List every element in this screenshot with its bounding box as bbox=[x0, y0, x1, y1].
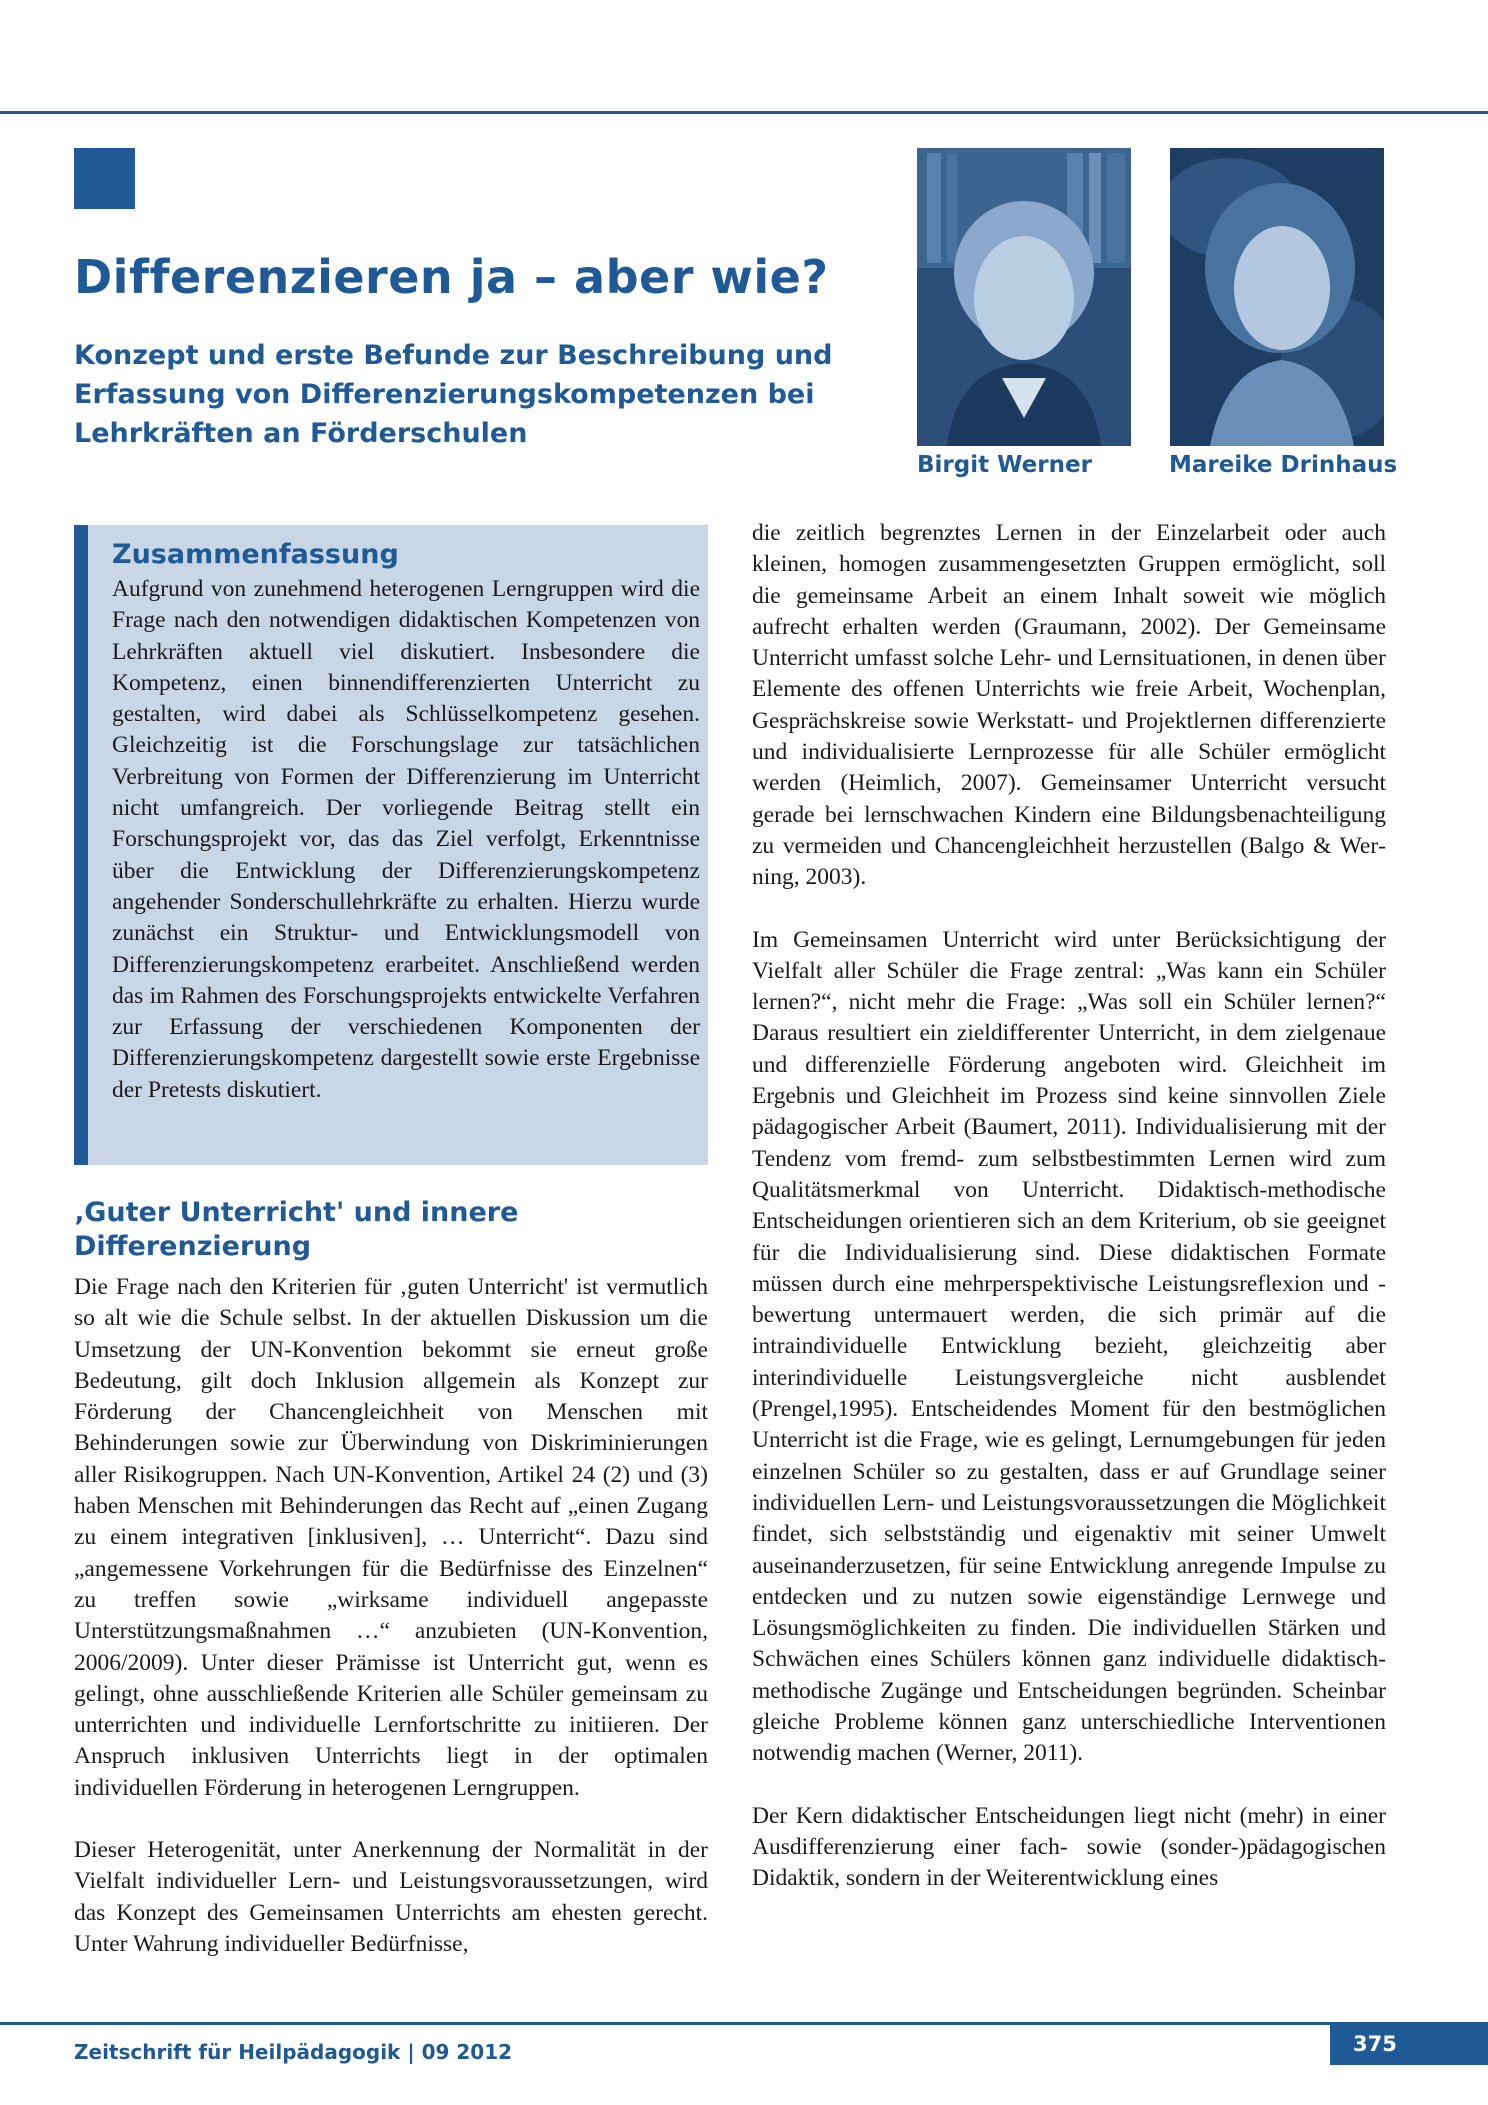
body-paragraph: Der Kern didaktischer Entscheidungen liegt nicht (mehr) in einer Ausdifferenzierung einer fach- sowie (sonder-)pädagogischen Didaktik, sondern in der Weiterentwicklung eines bbox=[752, 1802, 1386, 1892]
left-column bbox=[74, 1272, 708, 1960]
body-paragraph: Im Gemeinsamen Unterricht wird unter Berücksichtigung der Vielfalt aller Schüler die Frage zentral: „Was kann ein Schüler lernen?“, nicht mehr die Frage: „Was soll ein Schüler lernen?“ Daraus resultiert ein zieldifferenter Unterricht, in dem zielgenaue und differenzielle Förderung angeboten wird. Gleichheit im Ergebnis und Gleichheit im Prozess sind keine sinnvollen Ziele pädagogischer Arbeit (Baumert, 2011). Individualisierung mit der Tendenz vom fremd- zum selbstbestimmten Lernen wird zum Qualitätsmerkmal von Unterricht. Didaktisch-methodische Entscheidungen orientieren sich an dem Kriterium, ob sie geeignet für die Individualisierung sind. Diese didaktischen Formate müssen durch eine mehrperspektivische Leistungsreflexion und -bewertung untermauert werden, die sich primär auf die intraindividuelle Entwicklung bezieht, gleichzeitig aber interindividuelle Leistungsvergleiche nicht ausblendet (Prengel,1995). Entscheidendes Moment für den bestmöglichen Unterricht ist die Frage, wie es gelingt, Lernumgebungen für jeden einzelnen Schüler so zu gestalten, dass er auf Grundlage seiner individuellen Lern- und Leistungsvoraussetzungen die Möglichkeit findet, sich selbstständig und eigenaktiv mit seiner Umwelt auseinanderzusetzen, für seine Entwicklung anregende Impulse zu entdecken und zu nutzen sowie eigenständige Lernwege und Lösungsmöglichkeiten zu finden. Die individuellen Stärken und Schwächen eines Schülers können ganz individuelle didaktisch-methodische Zugänge und Entscheidungen begründen. Scheinbar gleiche Probleme können ganz unterschiedliche Interventionen notwendig machen (Werner, 2011). bbox=[752, 926, 1386, 1767]
body-paragraph: die zeitlich begrenztes Lernen in der Einzelarbeit oder auch kleinen, homogen zusammengesetzten Gruppen ermöglicht, soll die gemeinsame Arbeit an einem Inhalt soweit wie möglich aufrecht erhalten werden (Graumann, 2002). Der Gemeinsame Unterricht umfasst solche Lehr- und Lernsituationen, in denen über Elemente des offenen Unterrichts wie freie Arbeit, Wochenplan, Gesprächskreise sowie Werkstatt- und Projektlernen differenzierte und individualisierte Lernprozesse für alle Schüler ermöglicht werden (Heimlich, 2007). Gemeinsamer Unterricht versucht gerade bei lernschwachen Kindern eine Bildungsbenachteiligung zu vermeiden und Chancengleichheit herzustellen (Balgo & Werning, 2003). bbox=[752, 520, 1386, 891]
author-name-1: Birgit Werner bbox=[917, 452, 1092, 478]
top-rule bbox=[0, 111, 1488, 114]
page-number: 375 bbox=[1330, 2022, 1488, 2065]
author-photo-1 bbox=[917, 148, 1131, 446]
abstract-box bbox=[74, 525, 708, 1165]
section-heading: ‚Guter Unterricht' und innere Differenzierung bbox=[74, 1197, 519, 1262]
body-paragraph: Dieser Heterogenität, unter Anerkennung der Normalität in der Vielfalt individueller Lern- und Leistungsvoraussetzungen, wird das Konzept des Gemeinsamen Unterrichts am ehesten gerecht. Unter Wahrung individueller Bedürfnisse, bbox=[74, 1837, 708, 1957]
article-subtitle: Konzept und erste Befunde zur Beschreibung und Erfassung von Differenzierungskompetenzen bei Lehrkräften an Förderschulen bbox=[74, 340, 833, 449]
body-paragraph: Die Frage nach den Kriterien für ‚guten Unterricht' ist vermutlich so alt wie die Schule selbst. In der aktuellen Diskussion um die Umsetzung der UN-Konvention bekommt sie erneut große Bedeutung, gilt doch Inklusion allgemein als Konzept zur Förderung der Chancengleichheit von Menschen mit Behinderungen sowie zur Überwindung von Diskriminierungen aller Risikogruppen. Nach UN-Konvention, Artikel 24 (2) und (3) haben Menschen mit Behinderungen das Recht auf „einen Zugang zu einem integrativen [inklusiven], … Unterricht“. Dazu sind „angemessene Vorkehrungen für die Bedürfnisse des Einzelnen“ zu treffen sowie „wirksame individuell angepasste Unterstützungsmaßnahmen …“ anzubieten (UN-Konvention, 2006/2009). Unter dieser Prämisse ist Unterricht gut, wenn es gelingt, ohne ausschließende Kriterien alle Schüler gemeinsam zu unterrichten und individuelle Lernfortschritte zu initiieren. Der Anspruch inklusiven Unterrichts liegt in der optimalen individuellen Förderung in heterogenen Lerngruppen. bbox=[74, 1274, 708, 1801]
footer-rule bbox=[0, 2022, 1488, 2025]
abstract-heading: Zusammenfassung bbox=[112, 539, 399, 570]
abstract-text: Aufgrund von zunehmend heterogenen Lerngruppen wird die Frage nach den notwendigen didaktischen Kompetenzen von Lehrkräften aktuell viel diskutiert. Insbesondere die Kompetenz, einen binnendifferenzierten Unterricht zu gestalten, wird dabei als Schlüsselkompetenz gesehen. Gleichzeitig ist die Forschungslage zur tatsächlichen Verbreitung von Formen der Differenzierung im Unterricht nicht umfangreich. Der vorliegende Beitrag stellt ein Forschungsprojekt vor, das das Ziel verfolgt, Erkenntnisse über die Entwicklung der Differenzierungskompetenz angehender Sonderschullehrkräfte zu erhalten. Hierzu wurde zunächst ein Struktur- und Entwicklungsmodell von Differenzierungskompetenz erarbeitet. Anschließend werden das im Rahmen des Forschungsprojekts entwickelte Verfahren zur Erfassung der verschiedenen Komponenten der Differenzierungskompetenz dargestellt sowie erste Ergebnisse der Pretests diskutiert. bbox=[112, 576, 700, 1103]
author-name-2: Mareike Drinhaus bbox=[1169, 452, 1398, 478]
section-marker bbox=[74, 148, 135, 209]
right-column bbox=[752, 518, 1386, 1894]
footer-journal: Zeitschrift für Heilpädagogik | 09 2012 bbox=[74, 2040, 513, 2064]
article-title: Differenzieren ja – aber wie? bbox=[74, 250, 829, 304]
author-photo-2 bbox=[1170, 148, 1384, 446]
